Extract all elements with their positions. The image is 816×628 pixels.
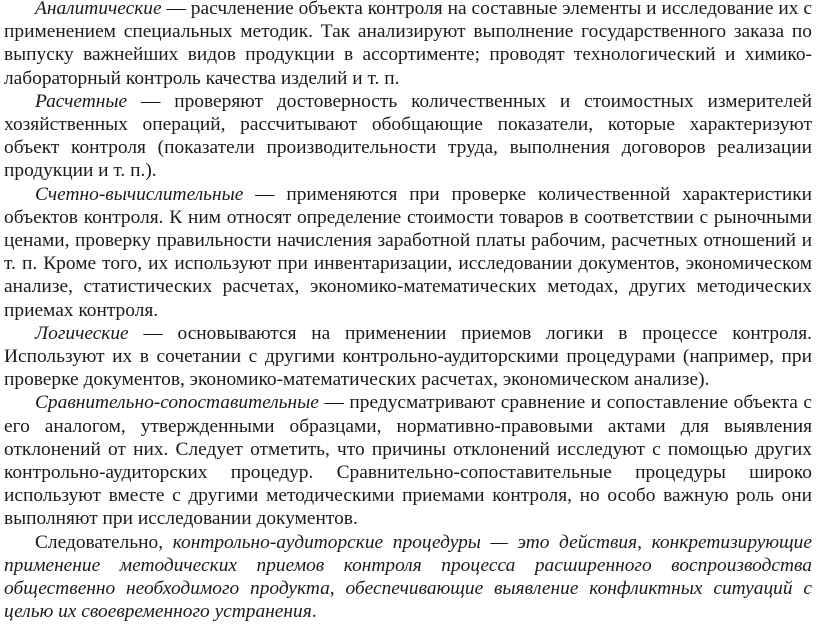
paragraph-comparative (4, 391, 812, 530)
paragraph-computational (4, 183, 812, 322)
definition-comparative: — предусматривают сравнение и сопоставление объекта с его аналогом, утвержденными образцами, нормативно-правовыми актами для выявления отклонений от них. Следует отметить, что причины отклонений исследуют с помощью других контрольно-аудиторских процедур. Сравнительно-сопоставительные процедуры широко используют вместе с другими методическими приемами контроля, но особо важную роль они выполняют при исследовании документов. (4, 392, 812, 530)
definition-analytical: — расчленение объекта контроля на составные элементы и исследование их с применением специальных методик. Так анализируют выполнение государственного заказа по выпуску важнейших видов продукции в ассортименте; проводят технологический и химико-лабораторный контроль качества изделий и т. п. (4, 0, 812, 89)
paragraph-conclusion (4, 531, 812, 624)
conclusion-end: . (311, 601, 317, 623)
definition-calculation: — проверяют достоверность количественных и стоимостных измерителей хозяйственных операций, рассчитывают обобщающие показатели, которые характеризуют объект контроля (показатели производительности труда, выполнения договоров реализации продукции и т. п.). (4, 90, 812, 182)
paragraph-calculation (4, 90, 812, 183)
conclusion-definition: контрольно-аудиторские процедуры — это действия, конкретизирующие применение методических приемов контроля процесса расширенного воспроизводства общественно необходимого продукта, обеспечивающие выявление конфликтных ситуаций с целью их своевременного устранения (4, 531, 812, 623)
term-calculation: Расчетные (35, 90, 128, 112)
term-comparative: Сравнительно-сопоставительные (35, 392, 319, 414)
term-analytical: Аналитические (35, 0, 162, 19)
term-logical: Логические (35, 322, 129, 344)
definition-logical: — основываются на применении приемов логики в процессе контроля. Используют их в сочетании с другими контрольно-аудиторскими процедурами (например, при проверке документов, экономико-математических расчетах, экономическом анализе). (4, 322, 812, 391)
conclusion-lead: Следовательно, (35, 531, 173, 553)
paragraph-analytical (4, 0, 812, 90)
definition-computational: — применяются при проверке количественной характеристики объектов контроля. К ним относят определение стоимости товаров в соответствии с рыночными ценами, проверку правильности начисления заработной платы рабочим, расчетных отношений и т. п. Кроме того, их используют при инвентаризации, исследовании документов, экономическом анализе, статистических расчетах, экономико-математических методах, других методических приемах контроля. (4, 183, 812, 321)
term-computational: Счетно-вычислительные (35, 183, 244, 205)
paragraph-logical (4, 322, 812, 392)
